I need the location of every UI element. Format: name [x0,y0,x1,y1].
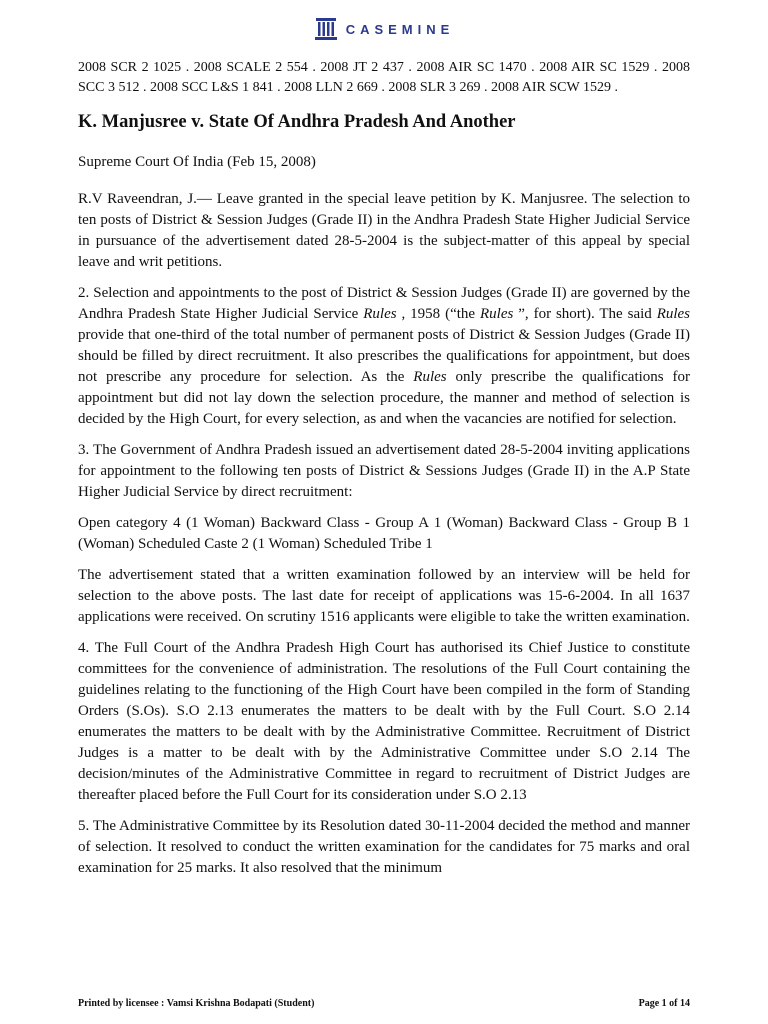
casemine-logo[interactable] [0,16,768,42]
paragraph-2: 2. Selection and appointments to the post of District & Session Judges (Grade II) are governed by the Andhra Pradesh State Higher Judicial Service Rules , 1958 (“the Rules ”, for short). The said Rules provide that one-third of the total number of permanent posts of District & Session Judges (Grade II) should be filled by direct recruitment. It also prescribes the qualifications for appointment, but does not prescribe any procedure for selection. As the Rules only prescribe the qualifications for appointment but did not lay down the selection procedure, the manner and method of selection is decided by the High Court, for every selection, as and when the vacancies are notified for selection. [78,285,691,427]
paragraph-1: R.V Raveendran, J.— Leave granted in the special leave petition by K. Manjusree. The selection to ten posts of District & Session Judges (Grade II) in the Andhra Pradesh State Higher Judicial Service in pursuance of the advertisement dated 28-5-2004 is the subject-matter of this appeal by special leave and writ petitions. [78,191,690,270]
pillars-icon [314,16,338,42]
paragraph-4: 4. The Full Court of the Andhra Pradesh High Court has authorised its Chief Justice to constitute committees for the convenience of administration. The resolutions of the Full Court containing the guidelines relating to the functioning of the High Court have been compiled in the form of Standing Orders (S.Os). S.O 2.13 enumerates the matters to be dealt with by the Full Court. S.O 2.14 enumerates the matters to be dealt with by the Administrative Committee. Recruitment of District Judges is a matter to be dealt with by the Administrative Committee under S.O 2.14 The decision/minutes of the Administrative Committee in regard to recruitment of District Judges are thereafter placed before the Full Court for its consideration under S.O 2.13 [78,640,690,803]
paragraph-5: 5. The Administrative Committee by its Resolution dated 30-11-2004 decided the method and manner of selection. It resolved to conduct the written examination for the candidates for 75 marks and oral examination for 25 marks. It also resolved that the minimum [78,818,690,876]
paragraph-3: 3. The Government of Andhra Pradesh issued an advertisement dated 28-5-2004 inviting applications for appointment to the following ten posts of District & Sessions Judges (Grade II) in the A.P State Higher Judicial Service by direct recruitment: [78,442,690,500]
page-footer [78,998,690,1009]
court-and-date: Supreme Court Of India (Feb 15, 2008) [78,154,316,170]
case-title: K. Manjusree v. State Of Andhra Pradesh And Another [78,112,516,132]
paragraph-advertisement: The advertisement stated that a written examination followed by an interview will be held for selection to the above posts. The last date for receipt of applications was 15-6-2004. In all 1637 applications were received. On scrutiny 1516 applicants were eligible to take the written examination. [78,567,690,625]
rules-emphasis: Rules [656,306,691,322]
posts-list: Open category 4 (1 Woman) Backward Class - Group A 1 (Woman) Backward Class - Group B 1 (Woman) Scheduled Caste 2 (1 Woman) Scheduled Tribe 1 [78,515,690,552]
rules-emphasis: Rules [480,306,514,322]
logo-text: CASEMINE [345,21,455,37]
licensee-note: Printed by licensee : Vamsi Krishna Bodapati (Student) [78,998,315,1009]
citations: 2008 SCR 2 1025 . 2008 SCALE 2 554 . 2008 JT 2 437 . 2008 AIR SC 1470 . 2008 AIR SC 1529 . 2008 SCC 3 512 . 2008 SCC L&S 1 841 . 2008 LLN 2 669 . 2008 SLR 3 269 . 2008 AIR SCW 1529 . [78,60,690,95]
rules-emphasis: Rules [363,306,397,322]
page-number: Page 1 of 14 [638,998,690,1009]
rules-emphasis: Rules [413,369,447,385]
document-body [78,58,690,889]
